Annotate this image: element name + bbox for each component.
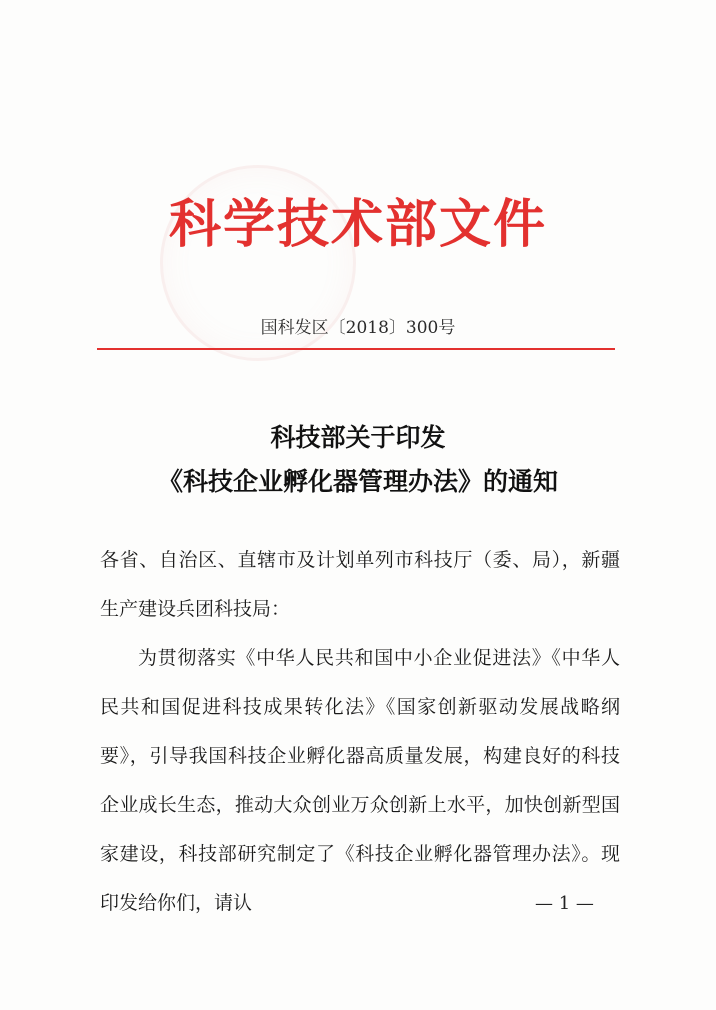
red-separator-line bbox=[97, 348, 615, 350]
addressee: 各省、自治区、直辖市及计划单列市科技厅（委、局），新疆生产建设兵团科技局： bbox=[100, 549, 620, 620]
body-text bbox=[100, 536, 620, 928]
masthead-title: 科学技术部文件 bbox=[168, 195, 547, 255]
document-number: 国科发区〔2018〕300号 bbox=[260, 318, 456, 338]
page-number: — 1 — bbox=[535, 893, 594, 914]
notice-title-line-2: 《科技企业孵化器管理办法》的通知 bbox=[157, 467, 558, 496]
body-paragraph: 为贯彻落实《中华人民共和国中小企业促进法》《中华人民共和国促进科技成果转化法》《国家创新驱动发展战略纲要》，引导我国科技企业孵化器高质量发展，构建良好的科技企业成长生态，推动大众创业万众创新上水平，加快创新型国家建设，科技部研究制定了《科技企业孵化器管理办法》。现印发给你们，请认 bbox=[100, 647, 620, 914]
notice-title-line-1: 科技部关于印发 bbox=[270, 423, 446, 452]
